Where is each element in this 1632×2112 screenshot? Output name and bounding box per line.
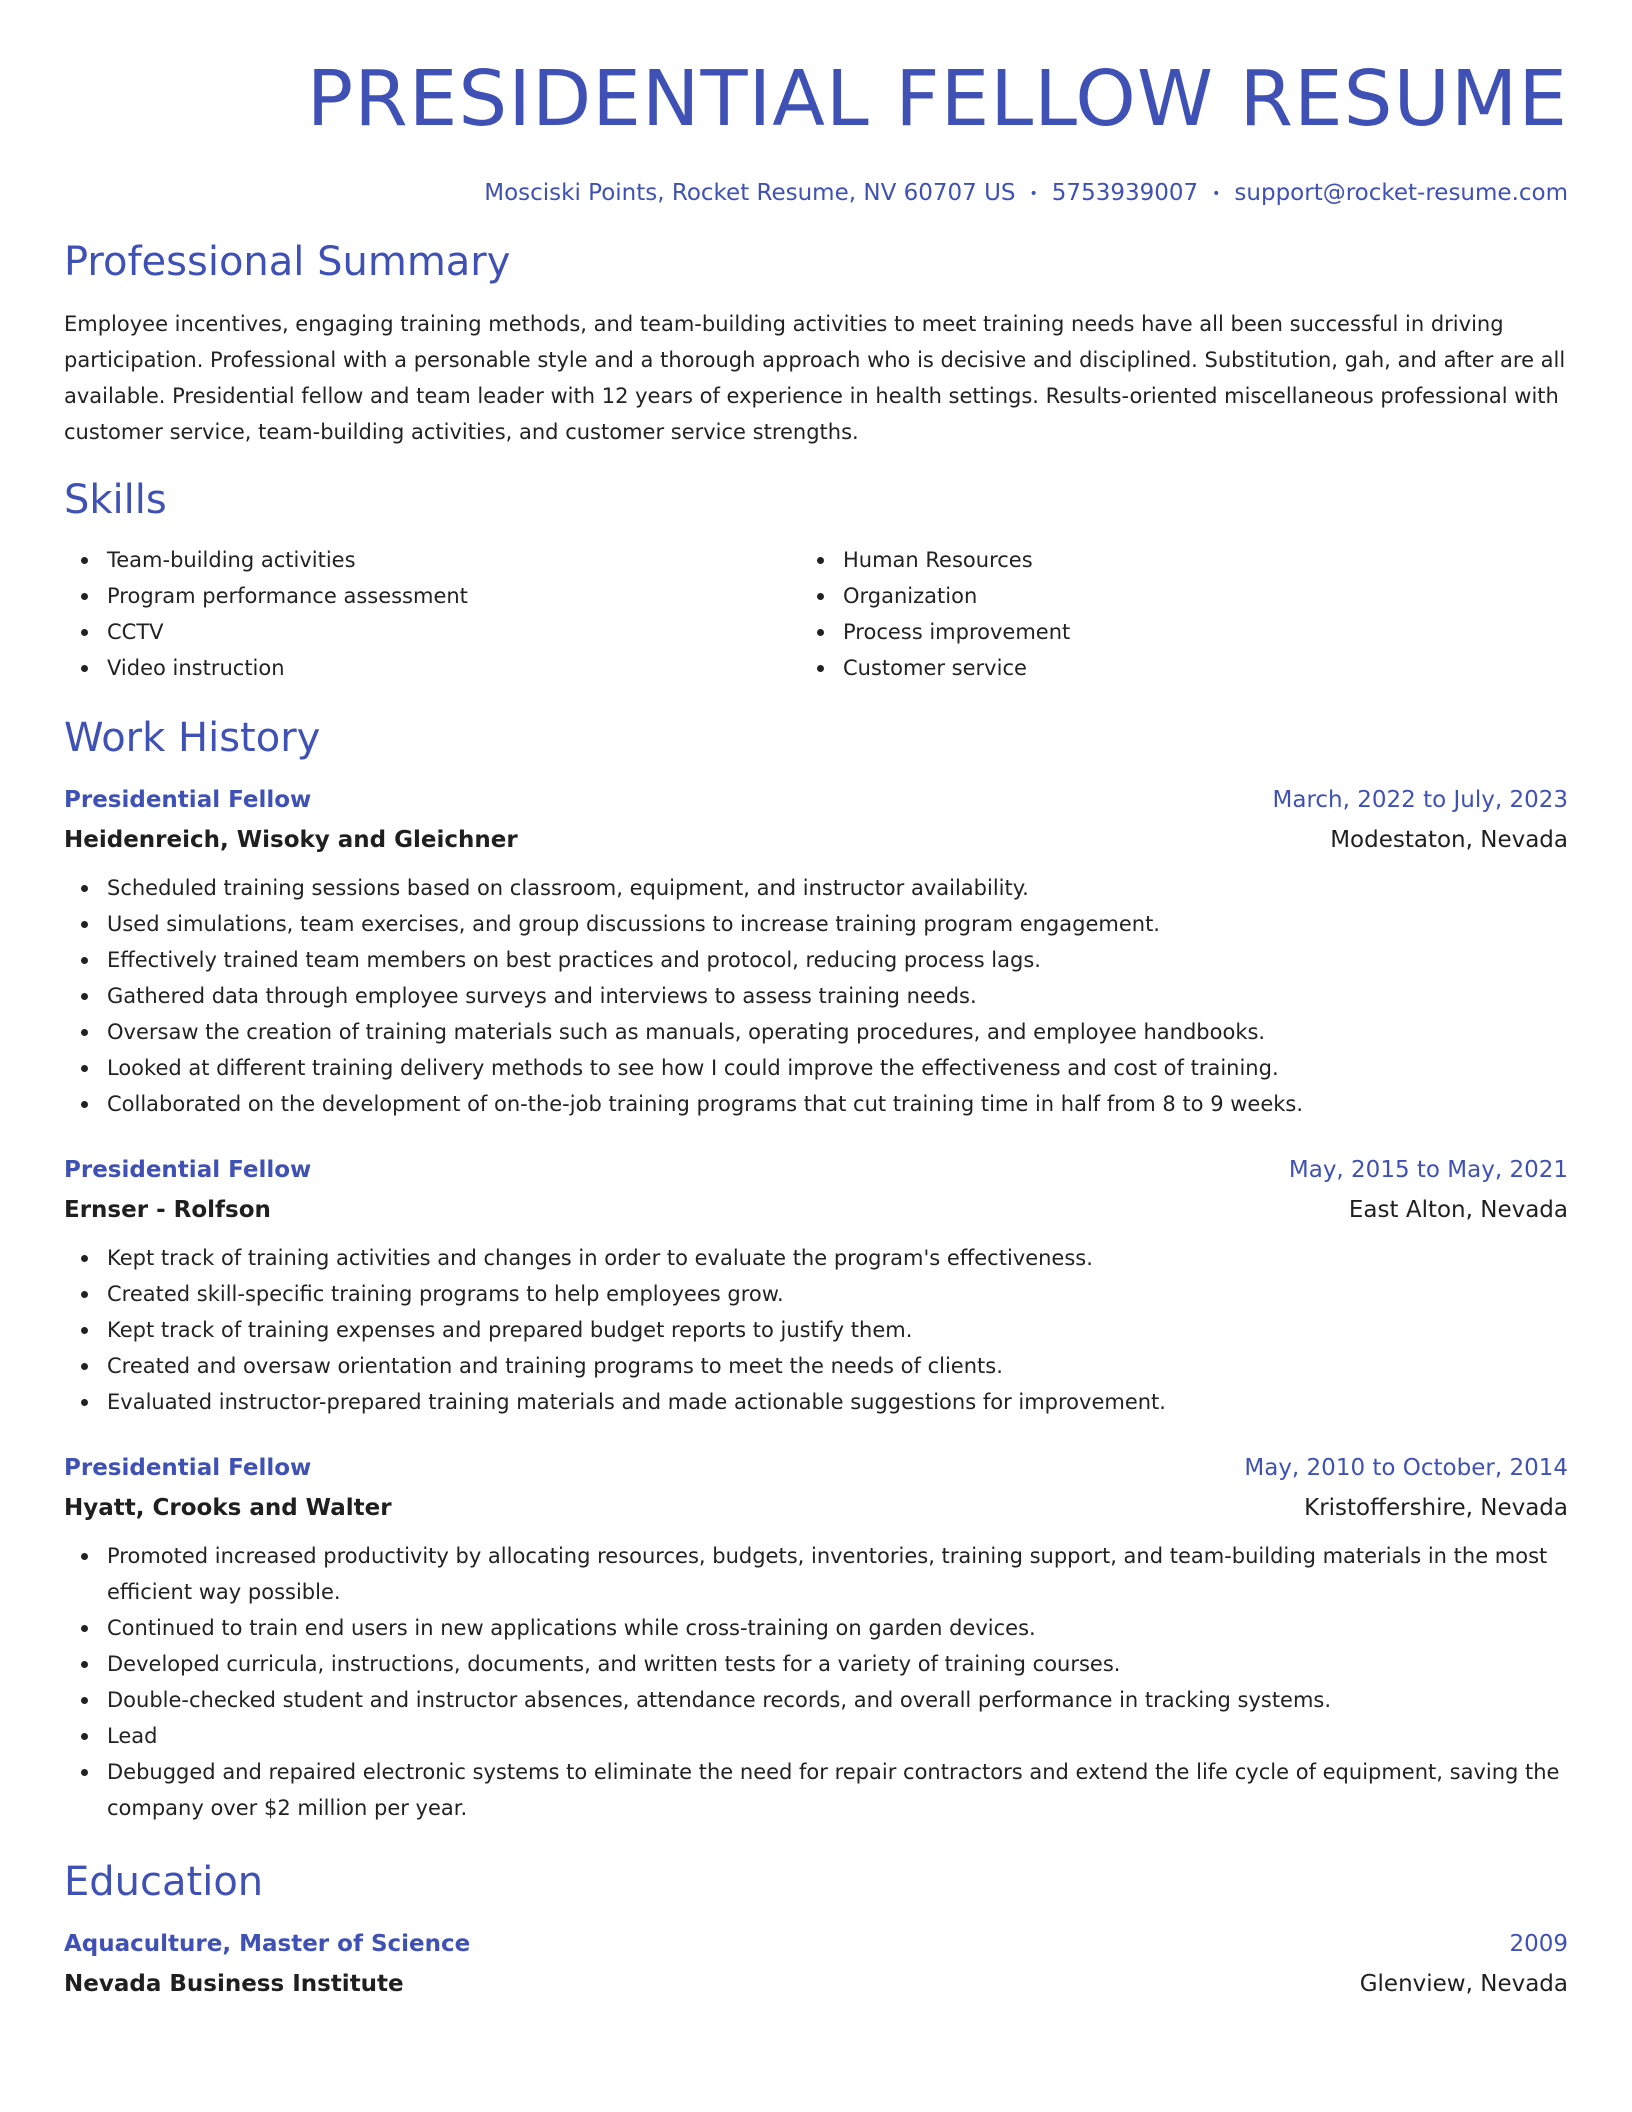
job-title-row	[64, 780, 1568, 820]
job-company-row	[64, 820, 1568, 860]
job-location: Kristoffershire, Nevada	[1304, 1494, 1568, 1521]
job-entry	[64, 780, 1568, 1122]
job-location: East Alton, Nevada	[1348, 1196, 1568, 1223]
job-bullet: Kept track of training activities and changes in order to evaluate the program's effectiveness.	[107, 1240, 1568, 1276]
summary-text: Employee incentives, engaging training methods, and team-building activities to meet training needs have all been successful in driving participation. Professional with a personable style and a thorough approach who is decisive and disciplined. Substitution, gah, and after are all available. Presidential fellow and team leader with 12 years of experience in health settings. Results-oriented miscellaneous professional with customer service, team-building activities, and customer service strengths.	[64, 311, 1566, 444]
skills-grid	[64, 542, 1568, 686]
job-bullet: Gathered data through employee surveys and interviews to assess training needs.	[107, 978, 1568, 1014]
job-entry	[64, 1448, 1568, 1826]
skill-item: Team-building activities	[107, 542, 800, 578]
skills-column-left	[64, 542, 800, 686]
job-title: Presidential Fellow	[64, 1454, 312, 1481]
skills-column-right	[800, 542, 1536, 686]
job-bullet: Debugged and repaired electronic systems to eliminate the need for repair contractors and extend the life cycle of equipment, saving the company over $2 million per year.	[107, 1754, 1568, 1826]
contact-address: Mosciski Points, Rocket Resume, NV 60707 US	[484, 180, 1016, 206]
job-title: Presidential Fellow	[64, 1156, 312, 1183]
job-dates: March, 2022 to July, 2023	[1272, 786, 1568, 813]
education-school: Nevada Business Institute	[64, 1970, 404, 1997]
job-bullet: Collaborated on the development of on-the-job training programs that cut training time in half from 8 to 9 weeks.	[107, 1086, 1568, 1122]
job-bullet: Looked at different training delivery methods to see how I could improve the effectiveness and cost of training.	[107, 1050, 1568, 1086]
job-company: Hyatt, Crooks and Walter	[64, 1494, 392, 1521]
skill-item: CCTV	[107, 614, 800, 650]
contact-separator: •	[1212, 185, 1221, 202]
work-history-section	[64, 712, 1568, 1826]
job-bullet: Created skill-specific training programs to help employees grow.	[107, 1276, 1568, 1312]
contact-email: support@rocket-resume.com	[1234, 180, 1568, 206]
job-bullet: Continued to train end users in new applications while cross-training on garden devices.	[107, 1610, 1568, 1646]
job-bullet: Created and oversaw orientation and training programs to meet the needs of clients.	[107, 1348, 1568, 1384]
job-company: Heidenreich, Wisoky and Gleichner	[64, 826, 518, 853]
job-location: Modestaton, Nevada	[1330, 826, 1568, 853]
job-title: Presidential Fellow	[64, 786, 312, 813]
job-bullet: Effectively trained team members on best practices and protocol, reducing process lags.	[107, 942, 1568, 978]
job-entry	[64, 1150, 1568, 1420]
work-history-heading: Work History	[64, 714, 321, 761]
resume-header	[64, 52, 1568, 209]
skill-item: Video instruction	[107, 650, 800, 686]
contact-phone: 5753939007	[1051, 180, 1199, 206]
skill-item: Process improvement	[843, 614, 1536, 650]
job-bullet: Oversaw the creation of training materials such as manuals, operating procedures, and employee handbooks.	[107, 1014, 1568, 1050]
resume-name: PRESIDENTIAL FELLOW RESUME	[306, 55, 1568, 144]
education-section	[64, 1856, 1568, 2004]
education-entry	[64, 1924, 1568, 2004]
education-heading: Education	[64, 1858, 264, 1905]
skill-item: Program performance assessment	[107, 578, 800, 614]
job-bullet: Evaluated instructor-prepared training materials and made actionable suggestions for improvement.	[107, 1384, 1568, 1420]
education-degree: Aquaculture, Master of Science	[64, 1930, 471, 1957]
job-bullet: Promoted increased productivity by allocating resources, budgets, inventories, training support, and team-building materials in the most efficient way possible.	[107, 1538, 1568, 1610]
job-bullets	[64, 1240, 1568, 1420]
summary-heading: Professional Summary	[64, 238, 511, 285]
job-bullets	[64, 870, 1568, 1122]
job-title-row	[64, 1150, 1568, 1190]
skills-section	[64, 474, 1568, 686]
contact-line	[64, 178, 1568, 209]
summary-section	[64, 236, 1568, 450]
job-bullet: Developed curricula, instructions, documents, and written tests for a variety of training courses.	[107, 1646, 1568, 1682]
job-company: Ernser - Rolfson	[64, 1196, 271, 1223]
education-location: Glenview, Nevada	[1359, 1970, 1568, 1997]
contact-separator: •	[1029, 185, 1038, 202]
job-bullets	[64, 1538, 1568, 1826]
skill-item: Customer service	[843, 650, 1536, 686]
skills-heading: Skills	[64, 476, 167, 523]
job-company-row	[64, 1488, 1568, 1528]
job-bullet: Scheduled training sessions based on classroom, equipment, and instructor availability.	[107, 870, 1568, 906]
job-bullet: Lead	[107, 1718, 1568, 1754]
job-company-row	[64, 1190, 1568, 1230]
education-year: 2009	[1509, 1930, 1568, 1957]
job-dates: May, 2015 to May, 2021	[1288, 1156, 1568, 1183]
education-school-row	[64, 1964, 1568, 2004]
job-bullet: Double-checked student and instructor absences, attendance records, and overall performance in tracking systems.	[107, 1682, 1568, 1718]
skill-item: Human Resources	[843, 542, 1536, 578]
job-bullet: Used simulations, team exercises, and group discussions to increase training program engagement.	[107, 906, 1568, 942]
education-degree-row	[64, 1924, 1568, 1964]
skill-item: Organization	[843, 578, 1536, 614]
job-dates: May, 2010 to October, 2014	[1244, 1454, 1568, 1481]
job-bullet: Kept track of training expenses and prepared budget reports to justify them.	[107, 1312, 1568, 1348]
job-title-row	[64, 1448, 1568, 1488]
